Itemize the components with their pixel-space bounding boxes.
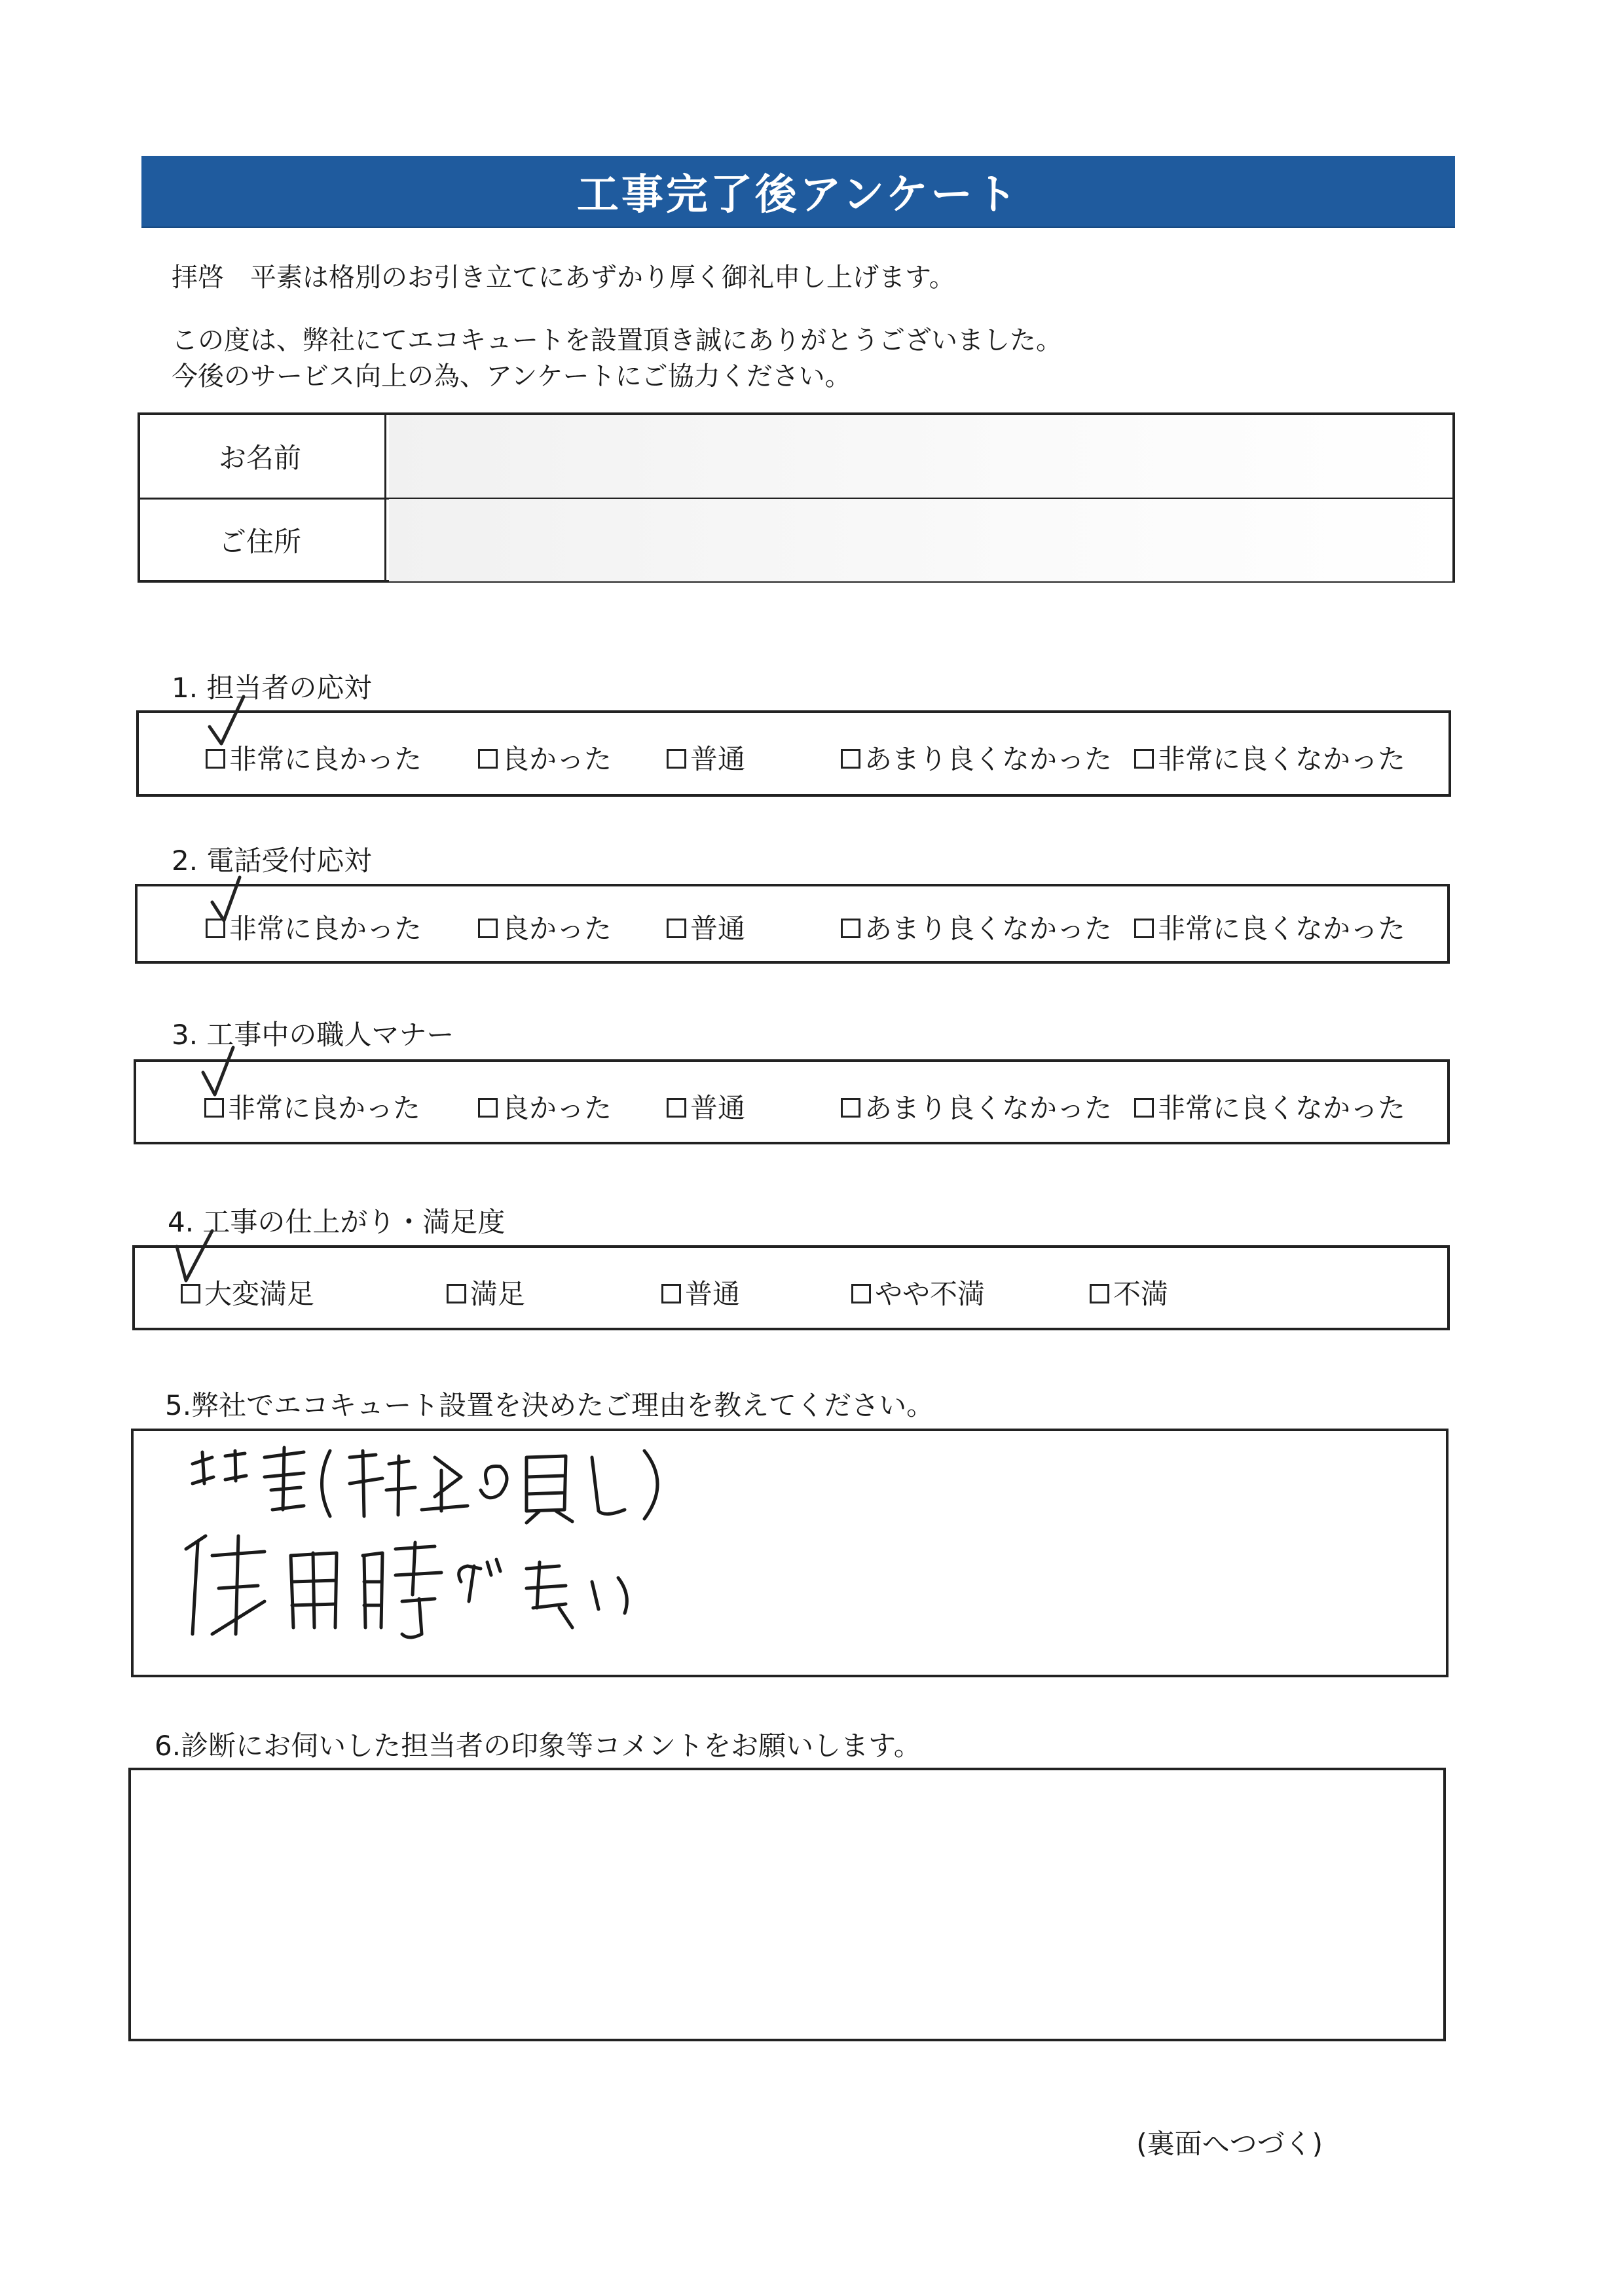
survey-title: 工事完了後アンケート [141, 156, 1455, 227]
q3-option-very-good[interactable]: 非常に良かった [204, 1087, 420, 1126]
q3-label: 3. 工事中の職人マナー [172, 1019, 454, 1051]
q1-option-not-good[interactable]: あまり良くなかった [841, 738, 1112, 777]
q2-option-very-good[interactable]: 非常に良かった [206, 907, 422, 947]
checkbox-icon[interactable] [667, 1098, 686, 1118]
q4-option-unsatisfied[interactable]: 不満 [1090, 1273, 1168, 1312]
checkbox-icon[interactable] [851, 1284, 871, 1303]
q2-option-not-good[interactable]: あまり良くなかった [841, 907, 1112, 947]
checkbox-icon[interactable] [206, 749, 225, 769]
intro-line-1: この度は、弊社にてエコキュートを設置頂き誠にありがとうございました。 [172, 325, 1062, 355]
q2-option-average[interactable]: 普通 [667, 907, 745, 947]
q6-label: 6.診断にお伺いした担当者の印象等コメントをお願いします。 [155, 1730, 921, 1762]
checkbox-icon[interactable] [181, 1284, 200, 1303]
checkbox-icon[interactable] [478, 749, 498, 769]
checkbox-icon[interactable] [1134, 749, 1154, 769]
q3-option-average[interactable]: 普通 [667, 1087, 745, 1126]
checkbox-icon[interactable] [841, 919, 860, 938]
q2-option-very-bad[interactable]: 非常に良くなかった [1134, 907, 1405, 947]
q1-checkmark-icon [204, 693, 263, 752]
q6-comment-box[interactable] [128, 1768, 1446, 2041]
checkbox-icon[interactable] [1090, 1284, 1109, 1303]
q4-option-satisfied[interactable]: 満足 [447, 1273, 525, 1312]
q2-option-good[interactable]: 良かった [478, 907, 612, 947]
name-row [140, 415, 1452, 500]
continue-note: (裏面へつづく) [1136, 2128, 1323, 2160]
checkbox-icon[interactable] [1134, 919, 1154, 938]
q5-label: 5.弊社でエコキュート設置を決めたご理由を教えてください。 [165, 1389, 934, 1421]
q3-option-very-bad[interactable]: 非常に良くなかった [1134, 1087, 1405, 1126]
q5-answer-box[interactable] [131, 1429, 1449, 1677]
customer-info-table [138, 412, 1455, 583]
address-label: ご住所 [140, 499, 386, 581]
q4-checkmark-icon [172, 1227, 231, 1286]
q4-label: 4. 工事の仕上がり・満足度 [168, 1206, 506, 1238]
q1-option-good[interactable]: 良かった [478, 738, 612, 777]
q4-option-very-satisfied[interactable]: 大変満足 [181, 1273, 314, 1312]
name-label: お名前 [140, 415, 386, 498]
q4-option-slightly-unsatisfied[interactable]: やや不満 [851, 1273, 985, 1312]
q5-handwritten-answer [173, 1438, 828, 1660]
q4-options [132, 1245, 1450, 1330]
q2-checkmark-icon [207, 871, 266, 930]
q3-option-not-good[interactable]: あまり良くなかった [841, 1087, 1112, 1126]
q1-option-very-bad[interactable]: 非常に良くなかった [1134, 738, 1405, 777]
q3-option-good[interactable]: 良かった [478, 1087, 612, 1126]
intro-line-2: 今後のサービス向上の為、アンケートにご協力ください。 [172, 361, 851, 392]
checkbox-icon[interactable] [447, 1284, 466, 1303]
q3-checkmark-icon [196, 1042, 255, 1101]
name-field[interactable] [389, 415, 1452, 498]
checkbox-icon[interactable] [667, 919, 686, 938]
checkbox-icon[interactable] [478, 919, 498, 938]
checkbox-icon[interactable] [667, 749, 686, 769]
q2-label: 2. 電話受付応対 [172, 845, 372, 877]
checkbox-icon[interactable] [841, 1098, 860, 1118]
q4-option-average[interactable]: 普通 [661, 1273, 740, 1312]
checkbox-icon[interactable] [841, 749, 860, 769]
q1-option-average[interactable]: 普通 [667, 738, 745, 777]
checkbox-icon[interactable] [1134, 1098, 1154, 1118]
q1-option-very-good[interactable]: 非常に良かった [206, 738, 422, 777]
greeting-text: 拝啓 平素は格別のお引き立てにあずかり厚く御礼申し上げます。 [172, 263, 955, 293]
checkbox-icon[interactable] [661, 1284, 681, 1303]
address-field[interactable] [389, 499, 1452, 581]
q1-options [136, 710, 1451, 797]
q3-options [134, 1059, 1450, 1144]
q2-options [135, 884, 1450, 964]
address-row [140, 499, 1452, 581]
checkbox-icon[interactable] [478, 1098, 498, 1118]
q1-label: 1. 担当者の応対 [172, 672, 372, 704]
